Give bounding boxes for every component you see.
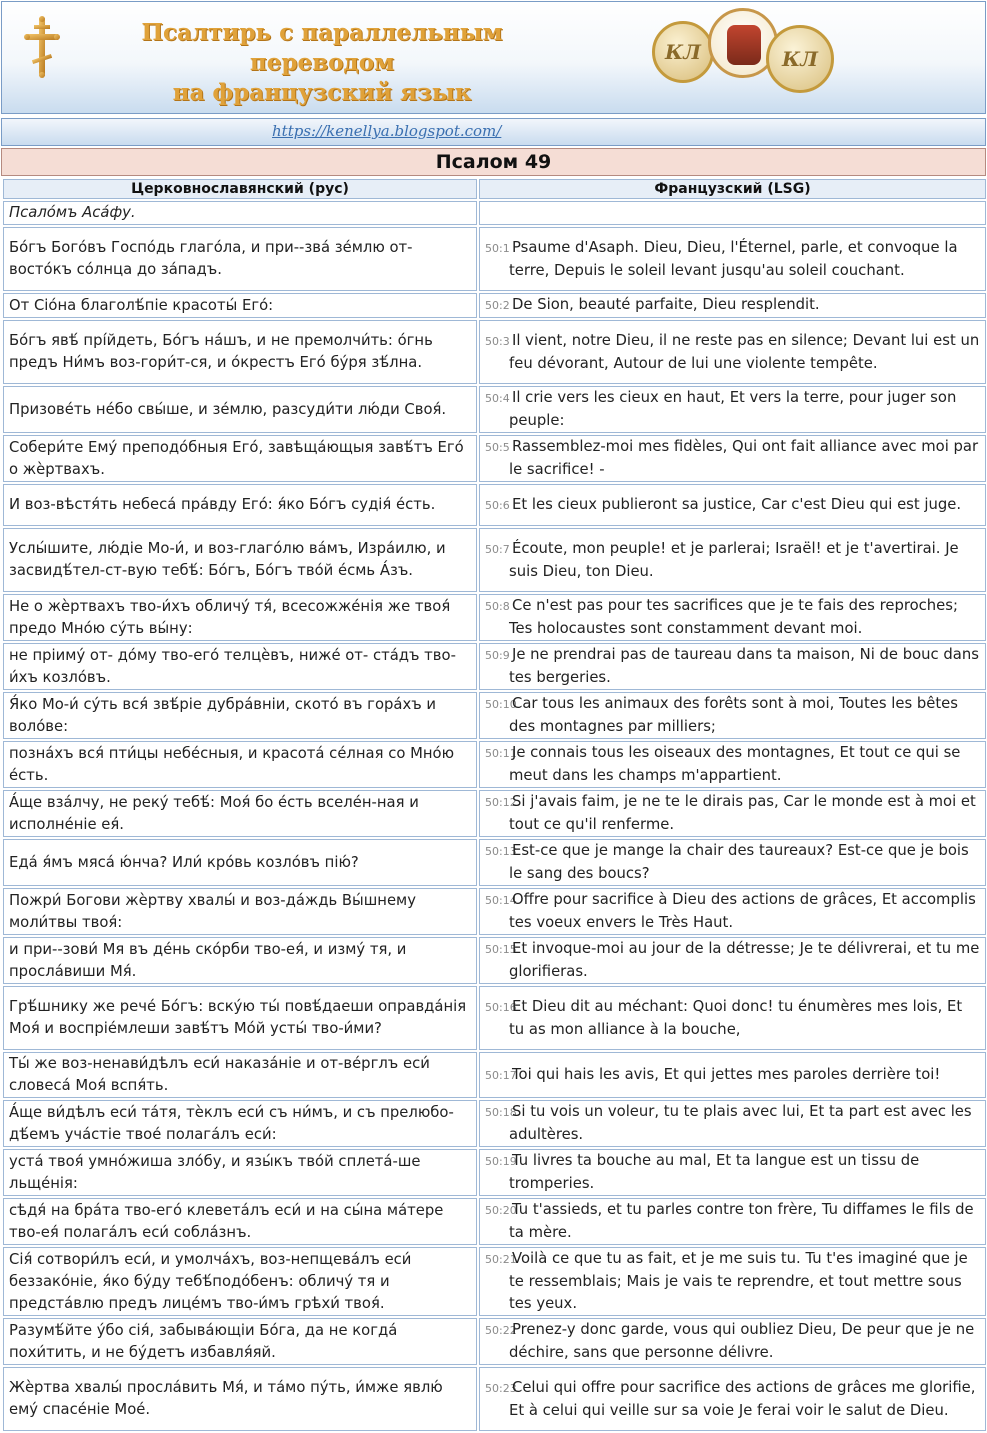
french-text: Et Dieu dit au méchant: Quoi donc! tu énumères mes lois, Et tu as mon alliance à la bouche, [509,997,963,1038]
church-slavonic-cell: Пожри́ Богови жѐртву хвалы́ и воз-да́ждь Вы́шнему моли́твы твоя́: [3,888,477,935]
table-row [3,1198,986,1245]
table-row [3,320,986,384]
page-header [1,1,986,114]
french-text: Si j'avais faim, je ne te le dirais pas, Car le monde est à moi et tout ce qu'il renferme. [509,793,976,833]
logo-medal-right [766,25,834,93]
french-text: Je ne prendrai pas de taureau dans ta maison, Ni de bouc dans tes bergeries. [509,646,979,686]
french-cell [479,1149,986,1196]
french-cell [479,227,986,291]
french-text: Toi qui hais les avis, Et qui jettes mes paroles derrière toi! [512,1065,941,1083]
french-text: Je connais tous les oiseaux des montagnes, Et tout ce qui se meut dans les champs m'appartient. [509,744,961,784]
title-line-1: Псалтирь с параллельным переводом [141,19,503,76]
french-text: Est-ce que je mange la chair des taureaux? Est-ce que je bois le sang des boucs? [509,842,969,882]
french-cell [479,484,986,526]
page-title [72,18,572,108]
french-text: Prenez-y donc garde, vous qui oubliez Dieu, De peur que je ne déchire, sans que personne délivre. [509,1321,975,1361]
french-cell [479,1367,986,1431]
table-row [3,1318,986,1365]
table-row [3,386,986,433]
church-slavonic-cell: сѣдя́ на бра́та тво-его́ клевета́лъ еси́ и на сы́на ма́тере тво-ея́ полага́лъ еси́ собла́знъ. [3,1198,477,1245]
french-cell [479,201,986,225]
church-slavonic-cell: И воз-вѣстя́ть небеса́ пра́вду Его́: я́ко Бо́гъ судія́ е́сть. [3,484,477,526]
table-row [3,839,986,886]
table-row [3,741,986,788]
french-cell [479,1198,986,1245]
table-row [3,594,986,641]
french-cell [479,594,986,641]
verse-number: 50:18 [485,1106,517,1119]
table-row [3,1149,986,1196]
verse-number: 50:7 [485,542,510,556]
church-slavonic-cell: От Сіо́на благолѣ́піе красоты́ Его́: [3,293,477,318]
verse-number: 50:19 [485,1155,517,1168]
table-header-row [3,179,986,199]
french-cell [479,643,986,690]
table-row [3,692,986,739]
verse-number: 50:17 [485,1068,517,1082]
french-text: Voilà ce que tu as fait, et je me suis tu. Tu t'es imaginé que je te ressemblais; Mais je vais te reprendre, et tout mettre sous tes yeux. [509,1250,968,1312]
church-slavonic-cell: Еда́ я́мъ мяса́ ю́нча? Или́ кро́вь козло́въ пію́? [3,839,477,886]
verse-number: 50:20 [485,1204,517,1217]
french-cell [479,888,986,935]
verse-number: 50:16 [485,1000,517,1014]
verse-number: 50:9 [485,649,510,662]
french-text: Offre pour sacrifice à Dieu des actions de grâces, Et accomplis tes voeux envers le Très Haut. [509,891,976,931]
verse-number: 50:22 [485,1324,517,1337]
table-row [3,790,986,837]
church-slavonic-cell: Я́ко Мо-и́ су́ть вся́ звѣ́ріе дубра́вніи, ското́ въ гора́хъ и воло́ве: [3,692,477,739]
church-slavonic-cell: Не о жѐртвахъ тво-и́хъ обличу́ тя́, всесожже́нія же твоя́ предо Мно́ю су́ть вы́ну: [3,594,477,641]
church-slavonic-cell: А́ще вза́лчу, не реку́ тебѣ́: Моя́ бо е́сть вселе́н-ная и исполне́ніе ея́. [3,790,477,837]
french-cell [479,937,986,984]
logo-medal-left [652,21,714,83]
french-cell [479,293,986,318]
verse-number: 50:5 [485,441,510,454]
column-header-left: Церковнославянский (рус) [3,179,477,199]
table-row [3,484,986,526]
orthodox-cross-icon [24,16,60,78]
church-slavonic-cell: Бо́гъ Бого́въ Госпо́дь глаго́ла, и при--зва́ зе́млю от-восто́къ со́лнца до за́падъ. [3,227,477,291]
church-slavonic-cell: А́ще ви́дѣлъ еси́ та́тя, тѐклъ еси́ съ ни́мъ, и съ прелюбо-дѣ́емъ уча́стіе твое́ полага́лъ еси́: [3,1100,477,1147]
table-row [3,293,986,318]
church-slavonic-cell: Псало́мъ Аса́фу. [3,201,477,225]
french-text: Et les cieux publieront sa justice, Car c'est Dieu qui est juge. [512,495,962,513]
french-text: Il crie vers les cieux en haut, Et vers la terre, pour juger son peuple: [509,389,957,429]
table-row [3,937,986,984]
church-slavonic-cell: Бо́гъ явѣ́ прі́йдеть, Бо́гъ на́шъ, и не премолчи́ть: о́гнь предъ Ни́мъ воз-гори́т-ся, и о́крестъ Его́ бу́ря зѣ́лна. [3,320,477,384]
url-bar [1,118,986,146]
french-text: Tu t'assieds, et tu parles contre ton frère, Tu diffames le fils de ta mère. [509,1201,974,1241]
church-slavonic-cell: позна́хъ вся́ пти́цы небе́сныя, и красота́ се́лная со Мно́ю е́сть. [3,741,477,788]
french-cell [479,435,986,482]
french-cell [479,1100,986,1147]
french-cell [479,986,986,1050]
french-text: Si tu vois un voleur, tu te plais avec lui, Et ta part est avec les adultères. [509,1103,972,1143]
french-text: Et invoque-moi au jour de la détresse; Je te délivrerai, et tu me glorifieras. [509,940,980,980]
verse-number: 50:12 [485,796,517,809]
church-slavonic-cell: уста́ твоя́ умно́жиша зло́бу, и язы́къ тво́й сплета́-ше льще́нія: [3,1149,477,1196]
church-slavonic-cell: Жѐртва хвалы́ просла́вить Мя́, и та́мо пу́ть, и́мже явлю́ ему́ спасе́ніе Мое́. [3,1367,477,1431]
verse-number: 50:14 [485,894,517,907]
verse-number: 50:11 [485,747,517,760]
church-slavonic-cell: Собери́те Ему́ преподо́бныя Его́, завѣща́ющыя завѣ́тъ Его́ о жѐртвахъ. [3,435,477,482]
column-header-right: Французский (LSG) [479,179,986,199]
french-cell [479,386,986,433]
church-slavonic-cell: Сія́ сотвори́лъ еси́, и умолча́хъ, воз-непщева́лъ еси́ беззако́ніе, я́ко бу́ду тебѣ́подо́бенъ: обличу́ тя и предста́влю предъ лице́мъ тво-и́мъ грѣхи́ твоя́. [3,1247,477,1316]
french-cell [479,1052,986,1098]
church-slavonic-cell: Услы́шите, лю́діе Мо-и́, и воз-глаго́лю ва́мъ, Изра́илю, и засвидѣ́тел-ст-вую тебѣ́: Бо́гъ, Бо́гъ тво́й е́смь А́зъ. [3,528,477,592]
table-row [3,1247,986,1316]
french-text: Psaume d'Asaph. Dieu, Dieu, l'Éternel, parle, et convoque la terre, Depuis le soleil levant jusqu'au soleil couchant. [509,238,958,279]
french-cell [479,320,986,384]
french-text: Tu livres ta bouche au mal, Et ta langue est un tissu de tromperies. [509,1152,920,1192]
french-text: Rassemblez-moi mes fidèles, Qui ont fait alliance avec moi par le sacrifice! - [509,438,979,478]
medal-right-text: КЛ [782,47,818,71]
parallel-text-table [1,177,987,1433]
verse-number: 50:1 [485,241,510,255]
church-slavonic-cell: не пріиму́ от- до́му тво-его́ телцѐвъ, ниже́ от- ста́дъ тво-и́хъ козло́въ. [3,643,477,690]
verse-number: 50:23 [485,1381,517,1395]
french-text: De Sion, beauté parfaite, Dieu resplendit. [512,296,820,313]
blog-link[interactable]: https://kenellya.blogspot.com/ [272,122,502,140]
french-cell [479,741,986,788]
church-slavonic-cell: Ты́ же воз-ненави́дѣлъ еси́ наказа́ніе и от-ве́рглъ еси́ словеса́ Моя́ вспя́ть. [3,1052,477,1098]
table-row [3,201,986,225]
french-cell [479,839,986,886]
table-row [3,1052,986,1098]
french-text: Écoute, mon peuple! et je parlerai; Israël! et je t'avertirai. Je suis Dieu, ton Dieu. [509,539,959,580]
table-row [3,888,986,935]
french-text: Celui qui offre pour sacrifice des actions de grâces me glorifie, Et à celui qui veille sur sa voie Je ferai voir le salut de Dieu. [509,1378,976,1419]
french-cell [479,1318,986,1365]
verse-number: 50:15 [485,943,517,956]
icon-image [727,25,761,65]
church-slavonic-cell: и при--зови́ Мя въ де́нь ско́рби тво-ея́, и изму́ тя, и просла́виши Мя́. [3,937,477,984]
verse-number: 50:3 [485,334,510,348]
verse-number: 50:4 [485,392,510,405]
french-cell [479,692,986,739]
french-cell [479,1247,986,1316]
verse-number: 50:2 [485,299,510,312]
french-text: Car tous les animaux des forêts sont à moi, Toutes les bêtes des montagnes par milliers; [509,695,958,735]
table-row [3,227,986,291]
verse-number: 50:10 [485,698,517,711]
french-cell [479,528,986,592]
psalm-title: Псалом 49 [1,148,986,176]
church-slavonic-cell: Грѣ́шнику же рече́ Бо́гъ: вску́ю ты́ повѣ́даеши оправда́нія Моя́ и воспріе́млеши завѣ́тъ Мо́й усты́ тво-и́ми? [3,986,477,1050]
table-row [3,435,986,482]
table-row [3,1100,986,1147]
table-row [3,1367,986,1431]
church-slavonic-cell: Разумѣ́йте у́бо сія́, забыва́ющіи Бо́га, да не когда́ похи́тить, и не бу́детъ избавля́яй. [3,1318,477,1365]
table-row [3,986,986,1050]
table-row [3,528,986,592]
verse-number: 50:8 [485,600,510,613]
french-text: Ce n'est pas pour tes sacrifices que je te fais des reproches; Tes holocaustes sont constamment devant moi. [509,597,958,637]
table-row [3,643,986,690]
church-slavonic-cell: Призове́ть не́бо свы́ше, и зе́млю, разсуди́ти лю́ди Своя́. [3,386,477,433]
verse-number: 50:6 [485,498,510,512]
french-text: Il vient, notre Dieu, il ne reste pas en silence; Devant lui est un feu dévorant, Autour de lui une violente tempête. [509,331,980,372]
verse-number: 50:13 [485,845,517,858]
medal-left-text: КЛ [665,40,701,64]
french-cell [479,790,986,837]
verse-number: 50:21 [485,1253,517,1266]
title-line-2: на французский язык [172,79,472,106]
